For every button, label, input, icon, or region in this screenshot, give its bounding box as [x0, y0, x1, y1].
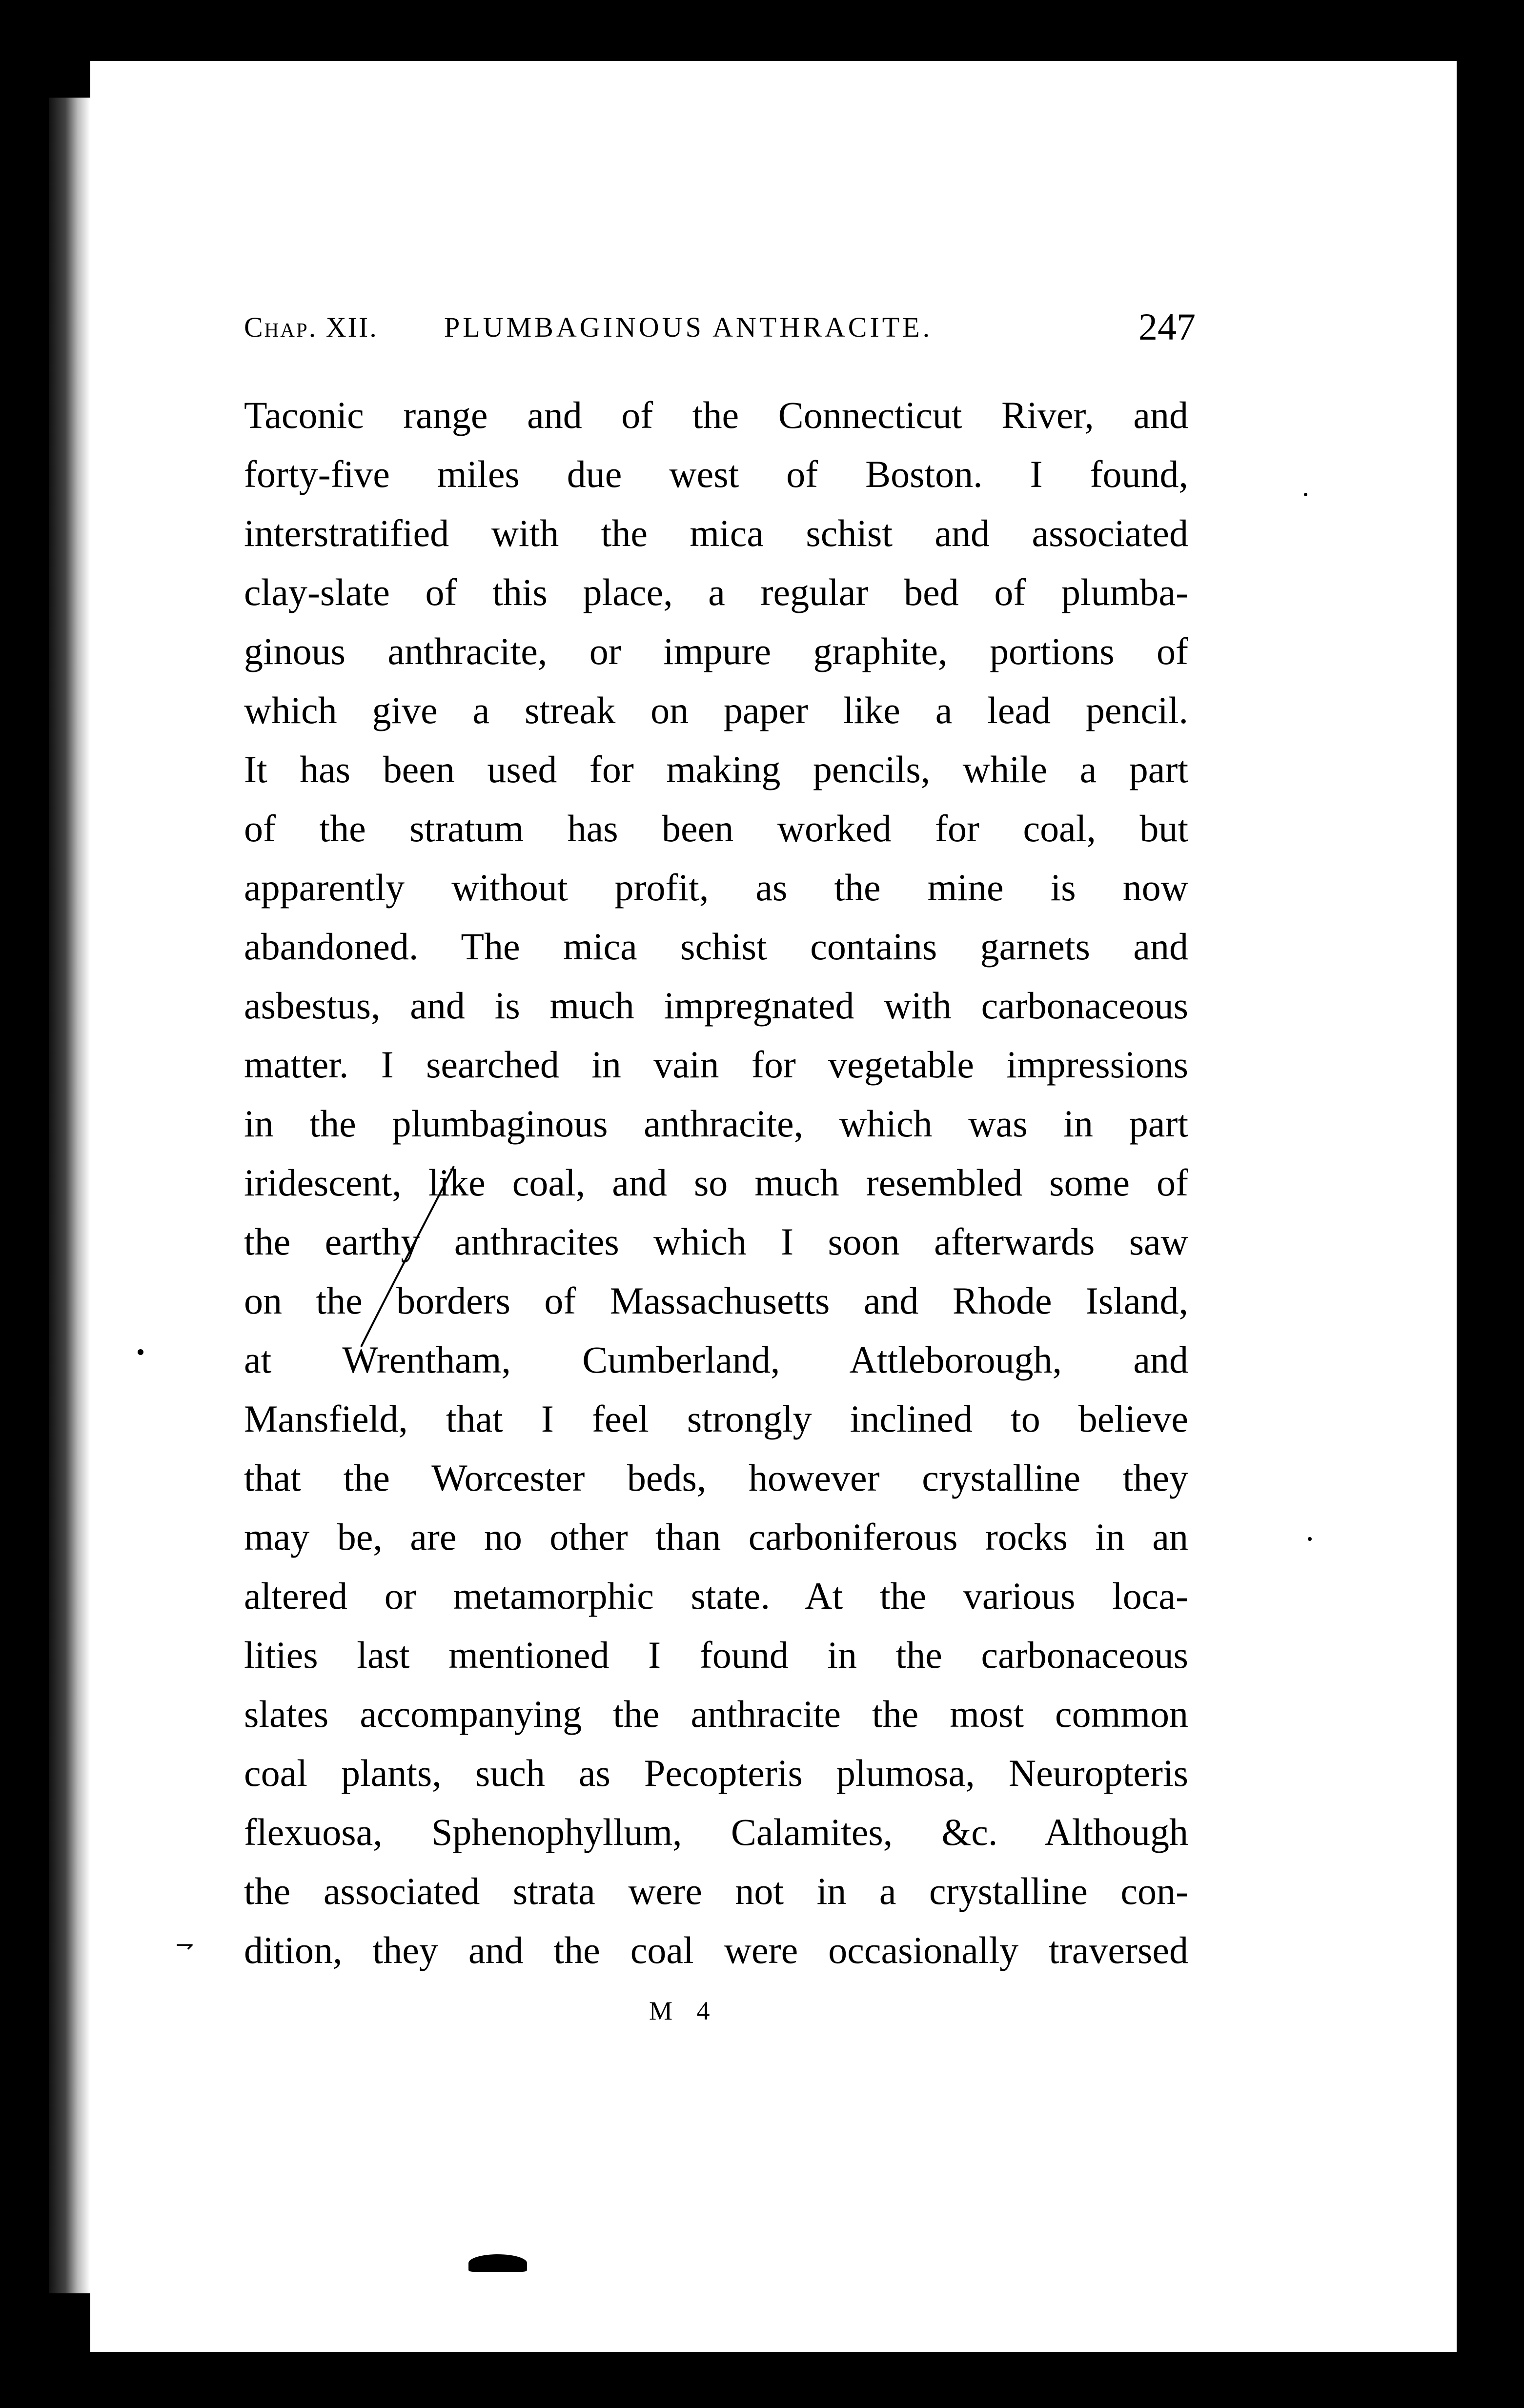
text-line: in the plumbaginous anthracite, which was in part	[244, 1102, 1188, 1145]
text-line: clay-slate of this place, a regular bed of plumba-	[244, 571, 1188, 613]
margin-dot	[1304, 493, 1307, 496]
text-line: may be, are no other than carboniferous rocks in an	[244, 1516, 1188, 1558]
text-line: apparently without profit, as the mine is now	[244, 866, 1188, 909]
text-line: dition, they and the coal were occasionally traversed	[244, 1929, 1188, 1971]
margin-dot	[1308, 1537, 1312, 1541]
binding-edge	[49, 98, 90, 2293]
text-line: Taconic range and of the Connecticut River, and	[244, 394, 1188, 436]
chapter-label: Chap. XII.	[244, 311, 378, 343]
text-line: on the borders of Massachusetts and Rhode Island,	[244, 1279, 1188, 1322]
text-line: iridescent, like coal, and so much resembled some of	[244, 1161, 1188, 1204]
ink-smudge	[468, 2254, 527, 2272]
text-line: the earthy anthracites which I soon afterwards saw	[244, 1220, 1188, 1263]
text-line: Mansfield, that I feel strongly inclined to believe	[244, 1397, 1188, 1440]
text-line: interstratified with the mica schist and associated	[244, 512, 1188, 554]
page-number: 247	[1138, 305, 1196, 348]
margin-dot	[138, 1349, 143, 1355]
text-line: of the stratum has been worked for coal, but	[244, 807, 1188, 850]
running-title: PLUMBAGINOUS ANTHRACITE.	[444, 311, 933, 343]
text-line: forty-five miles due west of Boston. I found,	[244, 453, 1188, 495]
running-header	[244, 305, 1196, 349]
pencil-stroke-mark	[332, 1161, 468, 1356]
text-line: flexuosa, Sphenophyllum, Calamites, &c. Although	[244, 1811, 1188, 1853]
text-line: slates accompanying the anthracite the most common	[244, 1693, 1188, 1735]
text-line: coal plants, such as Pecopteris plumosa, Neuropteris	[244, 1752, 1188, 1794]
text-line: at Wrentham, Cumberland, Attleborough, and	[244, 1338, 1188, 1381]
text-line: that the Worcester beds, however crystalline they	[244, 1457, 1188, 1499]
text-line: altered or metamorphic state. At the various loca-	[244, 1575, 1188, 1617]
text-line: ginous anthracite, or impure graphite, portions of	[244, 630, 1188, 672]
text-line: It has been used for making pencils, while a part	[244, 748, 1188, 790]
text-line: abandoned. The mica schist contains garnets and	[244, 925, 1188, 968]
margin-arrow-icon: ⇁	[176, 1932, 194, 1957]
text-line: the associated strata were not in a crystalline con-	[244, 1870, 1188, 1912]
text-line: which give a streak on paper like a lead pencil.	[244, 689, 1188, 731]
signature-mark: M 4	[649, 1996, 719, 2025]
text-line: lities last mentioned I found in the carbonaceous	[244, 1634, 1188, 1676]
text-line: asbestus, and is much impregnated with carbonaceous	[244, 984, 1188, 1027]
text-line: matter. I searched in vain for vegetable impressions	[244, 1043, 1188, 1086]
